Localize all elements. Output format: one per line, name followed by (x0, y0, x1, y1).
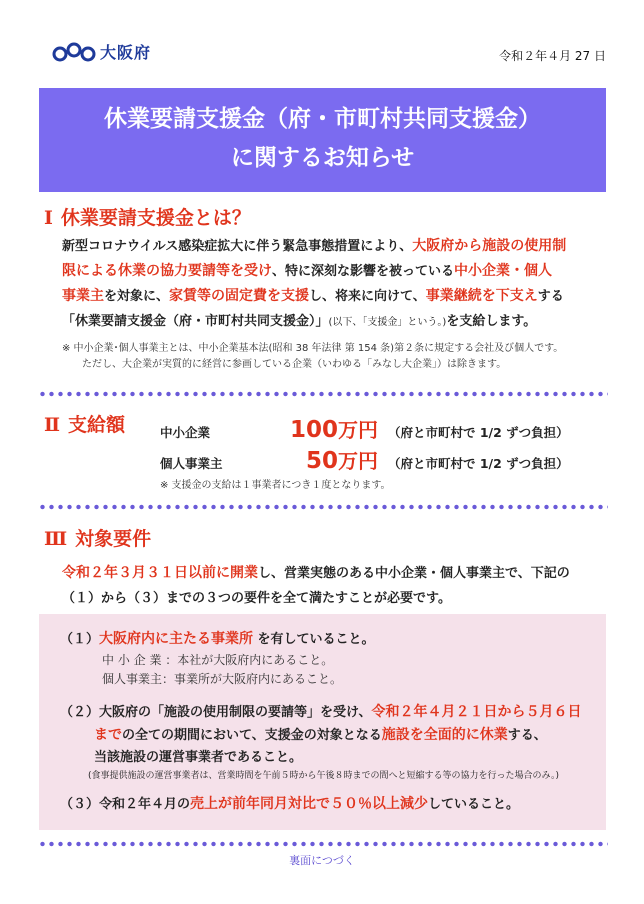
text: する、 (507, 728, 547, 743)
amount-label: 中小企業 (160, 425, 211, 440)
section1-body (62, 234, 622, 335)
section1-number: Ⅰ (44, 207, 53, 229)
text: 、特に深刻な影響を被っている (272, 264, 455, 279)
amount-value: 100 (289, 417, 338, 443)
text: 大阪府の「施設の使用制限の要請等」を受け、 (99, 705, 372, 720)
section3-title: 対象要件 (75, 528, 152, 550)
text: を対象に、 (104, 289, 170, 304)
section3-heading (44, 524, 151, 551)
highlight: 中小企業・個人 (454, 263, 553, 279)
text: の全ての期間において、支援金の対象となる (122, 728, 382, 743)
body-line-4 (62, 309, 622, 335)
title-banner (39, 88, 606, 192)
body-line-2 (62, 259, 622, 284)
section3-intro (62, 561, 622, 611)
banner-title-line2: に関するお知らせ (230, 145, 415, 171)
amount-value: 50 (305, 448, 338, 474)
highlight: 事業継続を下支え (425, 288, 538, 304)
text: を支給します。 (446, 314, 537, 329)
highlight: 大阪府から施設の使用制 (412, 238, 567, 254)
amount-note: （府と市町村で 1/2 ずつ負担） (388, 425, 569, 440)
section2-heading (44, 410, 125, 437)
highlight: 売上が前年同月対比で５０％以上減少 (190, 796, 429, 812)
amount-table (160, 414, 569, 474)
osaka-emblem-icon (52, 41, 96, 63)
amount-unit: 万円 (338, 449, 378, 473)
dotted-divider-1 (38, 391, 608, 397)
req2-note: (食事提供施設の運営事業者は、営業時間を午前５時から午後８時までの間へと短縮する等の協力を行った場合のみ。) (88, 771, 560, 781)
highlight: 令和２年３月３１日以前に開業 (62, 565, 258, 581)
osaka-logo (52, 40, 151, 63)
logo-text: 大阪府 (100, 43, 152, 62)
requirement-1 (60, 628, 600, 689)
text: し、将来に向けて、 (309, 289, 426, 304)
dotted-divider-3 (38, 841, 608, 847)
req-number: （２） (60, 705, 100, 720)
text: を有していること。 (257, 632, 375, 647)
highlight: まで (94, 727, 122, 743)
req-number: （３） (60, 797, 100, 812)
section3-number: Ⅲ (44, 528, 68, 550)
section2-title: 支給額 (68, 414, 126, 436)
text: 新型コロナウイルス感染症拡大に伴う緊急事態措置により、 (62, 239, 413, 254)
intro-line-1 (62, 561, 622, 586)
text: する (537, 289, 564, 304)
section1-title: 休業要請支援金とは？ (60, 207, 251, 229)
section1-heading (44, 203, 251, 230)
dotted-divider-2 (38, 504, 608, 510)
continued-on-back: 裏面につづく (289, 854, 355, 867)
req1-sub-2: 個人事業主：事業所が大阪府内にあること。 (102, 672, 343, 686)
amount-label: 個人事業主 (160, 456, 223, 471)
text: していること。 (428, 797, 520, 812)
text: 「休業要請支援金（府・市町村共同支援金）」 (62, 314, 329, 329)
highlight: 施設を全面的に休業 (381, 727, 508, 743)
highlight: 令和２年４月２１日から５月６日 (371, 704, 582, 720)
section1-note (62, 341, 622, 373)
text: し、営業実態のある中小企業・個人事業主で、下記の (258, 566, 570, 581)
intro-line-2: （１）から（３）までの３つの要件を全て満たすことが必要です。 (62, 591, 451, 606)
note-line-1: ※ 中小企業･個人事業主とは、中小企業基本法(昭和 38 年法律 第 154 条)第２条に規定する会社及び個人です。 (62, 343, 564, 354)
requirement-3 (60, 793, 600, 816)
amount-note: （府と市町村で 1/2 ずつ負担） (388, 456, 569, 471)
body-line-1 (62, 234, 622, 259)
req-number: （１） (60, 632, 100, 647)
section2-note: ※ 支援金の支給は１事業者につき１度となります。 (160, 480, 391, 491)
note-line-2: ただし、大企業が実質的に経営に参画している企業（いわゆる「みなし大企業」）は除きます。 (82, 359, 507, 370)
amount-row-individual (160, 445, 569, 474)
amount-row-sme (160, 414, 569, 443)
highlight: 家賃等の固定費を支援 (169, 288, 310, 304)
section2-number: Ⅱ (44, 414, 61, 436)
issue-date: 令和２年４月 27 日 (499, 49, 606, 63)
req1-sub-1: 中 小 企 業 ：本社が大阪府内にあること。 (102, 653, 334, 667)
body-line-3 (62, 284, 622, 309)
highlight: 限による休業の協力要請等を受け (62, 263, 272, 279)
text: 当該施設の運営事業者であること。 (94, 750, 303, 765)
highlight: 大阪府内に主たる事業所 (99, 631, 254, 647)
highlight: 事業主 (62, 288, 104, 304)
banner-title-line1: 休業要請支援金（府・市町村共同支援金） (104, 106, 541, 132)
text: 令和２年４月の (99, 797, 191, 812)
text: (以下、「支援金」という。) (328, 317, 447, 328)
amount-unit: 万円 (338, 418, 378, 442)
requirement-2 (60, 701, 605, 783)
